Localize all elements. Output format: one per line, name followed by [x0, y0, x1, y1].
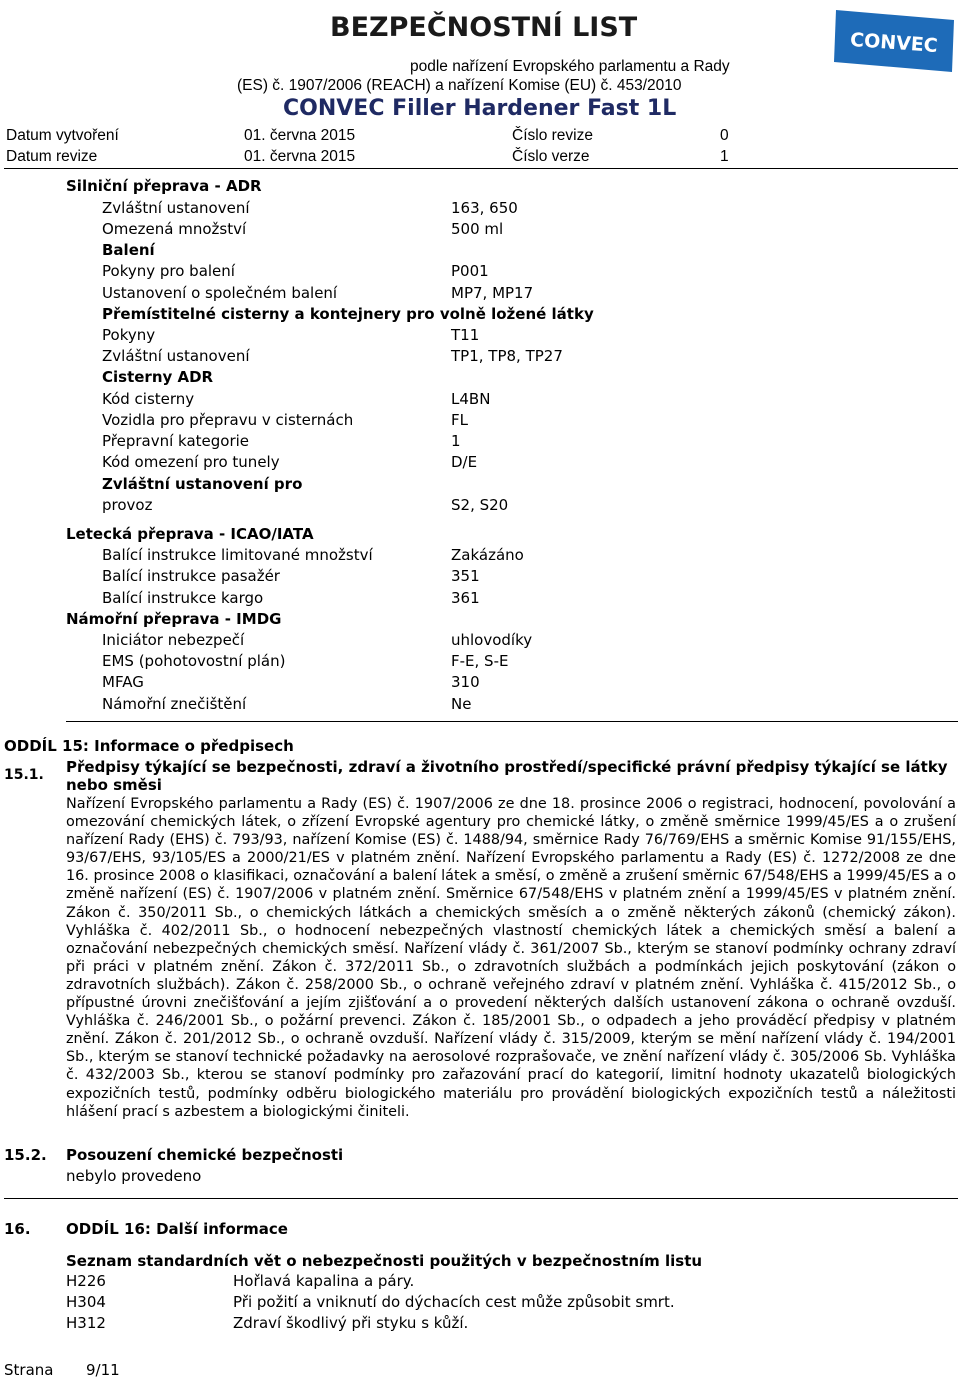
header-divider — [4, 168, 958, 169]
operation-heading: Zvláštní ustanovení pro — [102, 475, 303, 493]
document-title: BEZPEČNOSTNÍ LIST — [330, 12, 638, 43]
tank-value: L4BN — [451, 390, 491, 408]
product-name: CONVEC Filler Hardener Fast 1L — [283, 96, 677, 121]
sea-value: F-E, S-E — [451, 652, 509, 670]
h-phrase-code: H226 — [66, 1272, 106, 1290]
road-label: Zvláštní ustanovení — [102, 199, 250, 217]
portable-label: Pokyny — [102, 326, 156, 344]
sea-label: Námořní znečištění — [102, 695, 247, 713]
version-value: 1 — [720, 148, 729, 165]
tank-value: D/E — [451, 453, 478, 471]
version-label: Číslo verze — [512, 148, 590, 165]
portable-tanks-heading: Přemístitelné cisterny a kontejnery pro volně ložené látky — [102, 305, 594, 323]
page-number: 9/11 — [86, 1361, 120, 1379]
subsection-number: 15.2. — [4, 1146, 47, 1164]
sea-value: Ne — [451, 695, 472, 713]
air-value: 361 — [451, 589, 480, 607]
operation-value: S2, S20 — [451, 496, 509, 514]
subsection-title: Posouzení chemické bezpečnosti — [66, 1146, 344, 1164]
revision-no-label: Číslo revize — [512, 127, 593, 144]
created-label: Datum vytvoření — [6, 127, 119, 144]
road-value: 163, 650 — [451, 199, 518, 217]
logo-text: CONVEC — [849, 28, 939, 58]
convec-logo-icon — [832, 6, 956, 74]
h-phrases-heading: Seznam standardních vět o nebezpečnosti použitých v bezpečnostním listu — [66, 1252, 703, 1270]
regulations-paragraph: Nařízení Evropského parlamentu a Rady (ES) č. 1907/2006 ze dne 18. prosince 2006 o registraci, hodnocení, povolování a omezování chemických látek, o zřízení Evropské agentury pro chemické látky, o změně směrnice 1999/45/ES a o zrušení nařízení Rady (EHS) č. 793/93, nařízení Komise (ES) č. 1488/94, směrnice Rady 76/769/EHS a směrnic Komise 91/155/EHS, 93/67/EHS, 93/105/ES a 2000/21/ES v platném znění. Nařízení Evropského parlamentu a Rady (ES) č. 1272/2008 ze dne 16. prosince 2008 o klasifikaci, označování a balení látek a směsí, o změně a zrušení směrnic 67/548/EHS a 1999/45/ES a o změně nařízení (ES) č. 1907/2006 v platném znění. Směrnice 67/548/EHS v platném znění a 1999/45/ES v platném znění. Zákon č. 350/2011 Sb., o chemických látkách a chemických směsích a o změně některých zákonů (chemický zákon). Vyhláška č. 402/2011 Sb., o hodnocení nebezpečných vlastností chemických látek a chemických směsí a balení a označování nebezpečných chemických směsí. Nařízení vlády č. 361/2007 Sb., kterým se stanoví podmínky ochrany zdraví při práci v platném znění. Zákon č. 372/2011 Sb., o zdravotních službách a podmínkách jejich poskytování (zákon o zdravotních službách). Zákon č. 258/2000 Sb., o ochraně veřejného zdraví v platném znění. Vyhláška č. 415/2012 Sb., o přípustné úrovni znečišťování a jejím zjišťování a o provedení některých dalších ustanovení zákona o ochraně ovzduší. Vyhláška č. 246/2001 Sb., o požární prevenci. Zákon č. 185/2001 Sb., o odpadech a jeho prováděcí předpisy v platném znění. Zákon č. 201/2012 Sb., o ochraně ovzduší. Nařízení vlády č. 315/2009, kterým se mění nařízení vlády č. 194/2001 Sb., kterým se stanoví technické požadavky na aerosolové rozprašovače, ve znění nařízení vlády č. 305/2006 Sb. Vyhláška č. 432/2003 Sb., kterou se stanoví podmínky pro zařazování prací do kategorií, limitní hodnoty ukazatelů biologických expozičních testů, podmínky odběru biologického materiálu pro provádění biologických expozičních testů a náležitosti hlášení prací s azbestem a biologickými činiteli. — [66, 796, 956, 1120]
sea-label: MFAG — [102, 673, 144, 691]
subsection-title-cont: nebo směsi — [66, 776, 162, 794]
sea-value: 310 — [451, 673, 480, 691]
subsection-number: 15.1. — [4, 767, 44, 783]
portable-value: T11 — [451, 326, 480, 344]
air-label: Balící instrukce pasažér — [102, 567, 280, 585]
tank-value: 1 — [451, 432, 461, 450]
subsection-title: Předpisy týkající se bezpečnosti, zdraví a životního prostředí/specifické právní předpisy týkající se látky — [66, 758, 948, 776]
revision-date-value: 01. června 2015 — [244, 148, 356, 165]
section-16-number: 16. — [4, 1220, 31, 1238]
h-phrase-text: Zdraví škodlivý při styku s kůží. — [233, 1314, 469, 1332]
h-phrase-text: Hořlavá kapalina a páry. — [233, 1272, 415, 1290]
air-value: Zakázáno — [451, 546, 524, 564]
sea-label: Iniciátor nebezpečí — [102, 631, 245, 649]
packaging-label: Pokyny pro balení — [102, 262, 235, 280]
portable-value: TP1, TP8, TP27 — [451, 347, 563, 365]
section-15-heading: ODDÍL 15: Informace o předpisech — [4, 737, 294, 755]
section-15-divider — [4, 1198, 958, 1199]
sea-label: EMS (pohotovostní plán) — [102, 652, 286, 670]
packaging-label: Ustanovení o společném balení — [102, 284, 338, 302]
tank-label: Kód cisterny — [102, 390, 195, 408]
chemical-safety-text: nebylo provedeno — [66, 1167, 202, 1185]
h-phrase-code: H304 — [66, 1293, 106, 1311]
sea-value: uhlovodíky — [451, 631, 533, 649]
road-heading: Silniční přeprava - ADR — [66, 177, 262, 195]
section-16-heading: ODDÍL 16: Další informace — [66, 1220, 288, 1238]
sea-heading: Námořní přeprava - IMDG — [66, 610, 282, 628]
packaging-value: P001 — [451, 262, 489, 280]
air-label: Balící instrukce limitované množství — [102, 546, 373, 564]
regulation-line-1: podle nařízení Evropského parlamentu a Rady — [410, 58, 730, 75]
portable-label: Zvláštní ustanovení — [102, 347, 250, 365]
operation-label: provoz — [102, 496, 153, 514]
section-14-divider — [66, 721, 958, 722]
tank-label: Přepravní kategorie — [102, 432, 250, 450]
packaging-value: MP7, MP17 — [451, 284, 534, 302]
road-label: Omezená množství — [102, 220, 247, 238]
packaging-heading: Balení — [102, 241, 155, 259]
adr-tanks-heading: Cisterny ADR — [102, 368, 214, 386]
regulation-line-2: (ES) č. 1907/2006 (REACH) a nařízení Komise (EU) č. 453/2010 — [237, 77, 682, 94]
air-value: 351 — [451, 567, 480, 585]
h-phrase-code: H312 — [66, 1314, 106, 1332]
air-heading: Letecká přeprava - ICAO/IATA — [66, 525, 314, 543]
road-value: 500 ml — [451, 220, 504, 238]
tank-value: FL — [451, 411, 468, 429]
tank-label: Vozidla pro přepravu v cisternách — [102, 411, 354, 429]
page-label: Strana — [4, 1361, 54, 1379]
created-value: 01. června 2015 — [244, 127, 356, 144]
air-label: Balící instrukce kargo — [102, 589, 264, 607]
tank-label: Kód omezení pro tunely — [102, 453, 280, 471]
revision-no-value: 0 — [720, 127, 729, 144]
h-phrase-text: Při požití a vniknutí do dýchacích cest může způsobit smrt. — [233, 1293, 675, 1311]
revision-date-label: Datum revize — [6, 148, 98, 165]
